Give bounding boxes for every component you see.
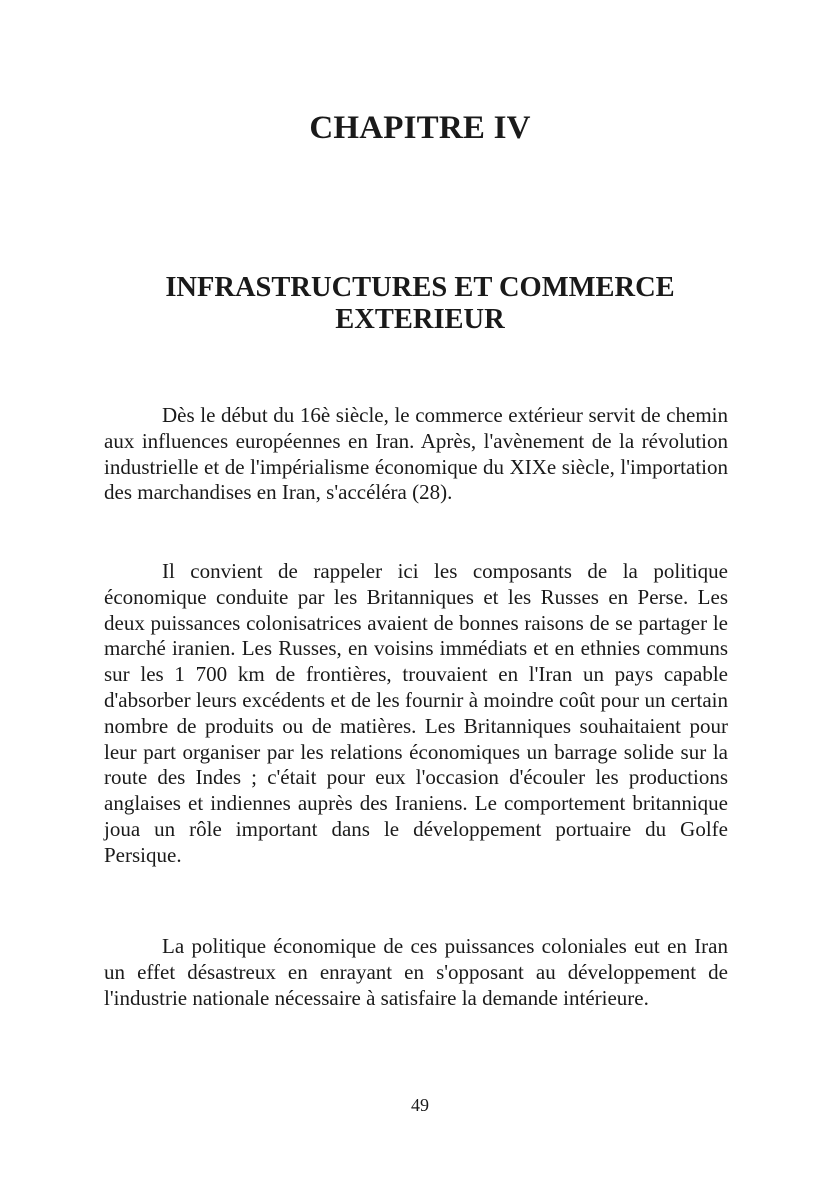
paragraph-2: Il convient de rappeler ici les composants de la politique économique conduite par les Britanniques et les Russes en Perse. Les deux puissances colonisatrices avaient de bonnes raisons de se partager le marché iranien. Les Russes, en voisins immédiats et en ethnies communs sur les 1 700 km de frontières, trouvaient en l'Iran un pays capable d'absorber leurs excédents et de les fournir à moindre coût pour un certain nombre de produits ou de matières. Les Britanniques souhaitaient pour leur part organiser par les relations économiques un barrage solide sur la route des Indes ; c'était pour eux l'occasion d'écouler les productions anglaises et indiennes auprès des Iraniens. Le comportement britannique joua un rôle important dans le développement portuaire du Golfe Persique. bbox=[104, 559, 728, 867]
page-number: 49 bbox=[411, 1095, 429, 1115]
chapter-title bbox=[100, 272, 740, 336]
paragraph-1: Dès le début du 16è siècle, le commerce extérieur servit de chemin aux influences européennes en Iran. Après, l'avènement de la révolution industrielle et de l'impérialisme économique du XIXe siècle, l'importation des marchandises en Iran, s'accéléra (28). bbox=[104, 403, 728, 505]
chapter-title-line-2: EXTERIEUR bbox=[335, 304, 505, 335]
chapter-heading: CHAPITRE IV bbox=[309, 110, 531, 146]
chapter-title-line-1: INFRASTRUCTURES ET COMMERCE bbox=[165, 272, 675, 303]
paragraph-3: La politique économique de ces puissances coloniales eut en Iran un effet désastreux en enrayant en s'opposant au développement de l'industrie nationale nécessaire à satisfaire la demande intérieure. bbox=[104, 934, 728, 1010]
